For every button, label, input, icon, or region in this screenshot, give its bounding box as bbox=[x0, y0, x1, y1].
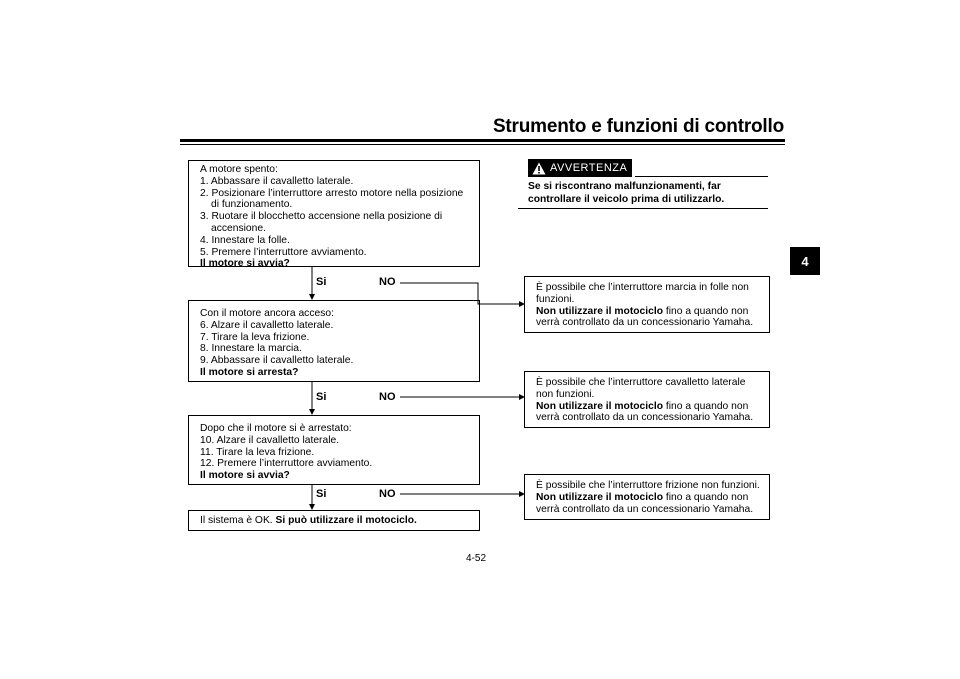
outcome-text: fino a quando non bbox=[663, 305, 749, 317]
outcome-box-3 bbox=[524, 474, 770, 520]
step-box-1 bbox=[188, 160, 480, 270]
step-text: 4. Innestare la folle. bbox=[200, 234, 290, 246]
step-question: Il motore si avvia? bbox=[200, 258, 290, 270]
warning-text bbox=[528, 181, 738, 206]
step-text: 10. Alzare il cavalletto laterale. bbox=[200, 434, 340, 446]
step-text: 12. Premere l’interruttore avviamento. bbox=[200, 458, 373, 470]
final-text-bold: Si può utilizzare il motociclo. bbox=[275, 515, 417, 526]
yes-label: Si bbox=[316, 488, 327, 500]
page-title: Strumento e funzioni di controllo bbox=[492, 116, 784, 137]
outcome-text: fino a quando non bbox=[663, 400, 749, 412]
no-label: NO bbox=[379, 391, 396, 403]
step-question: Il motore si avvia? bbox=[200, 470, 290, 482]
warning-label-text: AVVERTENZA bbox=[550, 162, 628, 174]
step-text: A motore spento: bbox=[200, 164, 278, 175]
step-text: di funzionamento. bbox=[211, 199, 293, 211]
step-text: accensione. bbox=[211, 222, 266, 234]
step-box-3 bbox=[188, 415, 480, 485]
step-question: Il motore si arresta? bbox=[200, 366, 299, 378]
yes-label: Si bbox=[316, 276, 327, 288]
step-text: Dopo che il motore si è arrestato: bbox=[200, 423, 352, 434]
outcome-text: verrà controllato da un concessionario Yamaha. bbox=[536, 503, 754, 515]
no-label: NO bbox=[379, 276, 396, 288]
page-number: 4-52 bbox=[466, 553, 487, 564]
final-text: Il sistema è OK. bbox=[200, 515, 276, 526]
no-label: NO bbox=[379, 488, 396, 500]
outcome-text: verrà controllato da un concessionario Yamaha. bbox=[536, 412, 754, 424]
step-text: 8. Innestare la marcia. bbox=[200, 343, 302, 355]
outcome-text: È possibile che l’interruttore marcia in folle non bbox=[536, 282, 749, 293]
step-box-2 bbox=[188, 300, 480, 382]
outcome-text: non funzioni. bbox=[536, 388, 595, 400]
outcome-box-2 bbox=[524, 371, 770, 428]
step-text: 11. Tirare la leva frizione. bbox=[200, 446, 315, 458]
outcome-text: È possibile che l’interruttore frizione non funzioni. bbox=[536, 480, 760, 491]
outcome-text: fino a quando non bbox=[663, 491, 749, 503]
step-text: 5. Premere l’interruttore avviamento. bbox=[200, 246, 367, 258]
step-text: Con il motore ancora acceso: bbox=[200, 308, 334, 319]
warning-label bbox=[528, 159, 632, 177]
outcome-text: funzioni. bbox=[536, 293, 575, 305]
warning-line: controllare il veicolo prima di utilizzarlo. bbox=[528, 193, 725, 205]
warning-rule-bottom bbox=[518, 208, 768, 209]
final-result-box bbox=[188, 510, 480, 531]
chapter-tab: 4 bbox=[790, 247, 820, 275]
outcome-text: È possibile che l’interruttore cavalletto laterale bbox=[536, 377, 746, 388]
step-text: 9. Abbassare il cavalletto laterale. bbox=[200, 355, 354, 367]
outcome-warning: Non utilizzare il motociclo bbox=[536, 491, 664, 503]
warning-triangle-icon bbox=[532, 162, 546, 175]
step-text: 2. Posizionare l’interruttore arresto motore nella posizione bbox=[200, 187, 464, 199]
outcome-box-1 bbox=[524, 276, 770, 333]
warning-rule bbox=[635, 176, 768, 177]
outcome-warning: Non utilizzare il motociclo bbox=[536, 305, 664, 317]
step-text: 6. Alzare il cavalletto laterale. bbox=[200, 319, 334, 331]
yes-label: Si bbox=[316, 391, 327, 403]
outcome-warning: Non utilizzare il motociclo bbox=[536, 400, 664, 412]
step-text: 3. Ruotare il blocchetto accensione nella posizione di bbox=[200, 211, 443, 223]
step-text: 1. Abbassare il cavalletto laterale. bbox=[200, 175, 354, 187]
warning-line: Se si riscontrano malfunzionamenti, far bbox=[528, 181, 721, 192]
step-text: 7. Tirare la leva frizione. bbox=[200, 331, 310, 343]
outcome-text: verrà controllato da un concessionario Yamaha. bbox=[536, 317, 754, 329]
